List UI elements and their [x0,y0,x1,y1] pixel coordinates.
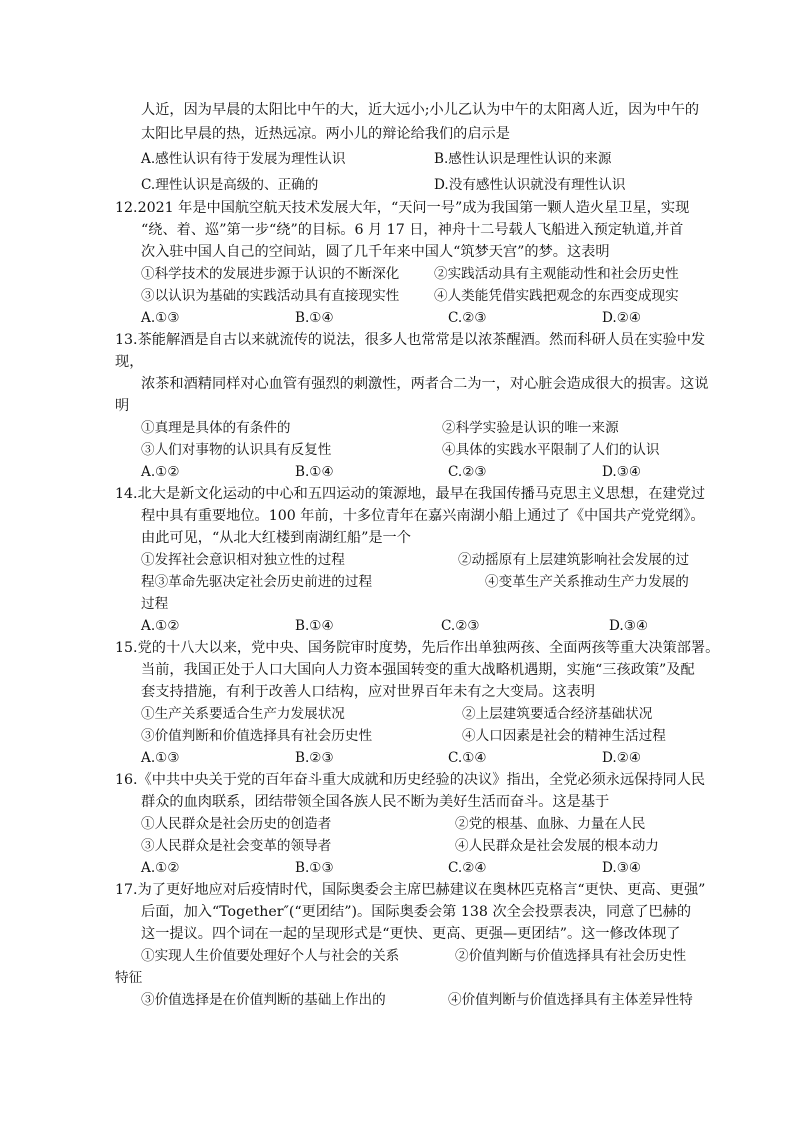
question-15-choice-d: D.②④ [602,750,642,766]
question-15-choice-a: A.①③ [141,750,180,766]
question-13-stem-line: 浓茶和酒精同样对心血管有强烈的刺激性，两者合二为一，对心脏会造成很大的损害。这说 [141,376,709,392]
question-15-choice-b: B.②③ [295,750,334,766]
question-12-option-1: ①科学技术的发展进步源于认识的不断深化 [141,266,400,282]
question-17-stem-line: 这一提议。四个词在一起的呈现形式是“更快、更高、更强—更团结”。这一修改体现了 [141,926,681,942]
question-15-option-4: ④人口因素是社会的精神生活过程 [462,728,666,744]
question-12-choice-b: B.①④ [295,310,334,326]
question-12-stem-line: 12.2021 年是中国航空航天技术发展大年，“天问一号”成为我国第一颗人造火星卫星，实现 [115,200,690,216]
question-14-option-1: ①发挥社会意识相对独立性的过程 [141,552,345,568]
question-11-choice-d: D.没有感性认识就没有理性认识 [434,177,626,193]
question-13-stem-line: 现， [115,354,144,370]
question-12-choice-c: C.②③ [448,310,487,326]
question-14-choice-c: C.②③ [441,618,480,634]
question-11-choice-c: C.理性认识是高级的、正确的 [141,177,319,193]
question-17-option-wrap: 特征 [115,970,143,986]
question-14-stem-line: 程中具有重要地位。100 年前，十多位青年在嘉兴南湖小船上通过了《中国共产党党纲》。 [141,508,705,524]
question-16-stem-line: 群众的血肉联系，团结带领全国各族人民不断为美好生活而奋斗。这是基于 [141,794,610,810]
question-13-option-3: ③人们对事物的认识具有反复性 [141,442,332,458]
question-15-option-3: ③价值判断和价值选择具有社会历史性 [141,728,373,744]
question-12-option-3: ③以认识为基础的实践活动具有直接现实性 [141,288,400,304]
question-16-option-2: ②党的根基、血脉、力量在人民 [455,816,646,832]
question-12-option-2: ②实践活动具有主观能动性和社会历史性 [434,266,679,282]
question-11-choice-a: A.感性认识有待于发展为理性认识 [141,151,346,167]
question-14-choice-b: B.①④ [295,618,334,634]
question-15-option-2: ②上层建筑要适合经济基础状况 [462,706,653,722]
question-17-option-3: ③价值选择是在价值判断的基础上作出的 [141,992,386,1008]
question-16-choice-b: B.①③ [295,860,334,876]
question-14-option-2: ②动摇原有上层建筑影响社会发展的过 [458,552,690,568]
question-13-stem-line: 13.茶能解酒是自古以来就流传的说法，很多人也常常是以浓茶醒酒。然而科研人员在实验中发 [115,332,706,348]
question-17-option-1: ①实现人生价值要处理好个人与社会的关系 [141,948,400,964]
question-13-choice-d: D.③④ [602,464,642,480]
question-14-stem-line: 由此可见，“从北大红楼到南湖红船”是一个 [141,530,411,546]
question-13-choice-a: A.①② [141,464,180,480]
question-15-stem-line: 15.党的十八大以来，党中央、国务院审时度势，先后作出单独两孩、全面两孩等重大决策部署。 [115,640,720,656]
question-15-stem-line: 当前，我国正处于人口大国向人力资本强国转变的重大战略机遇期，实施“三孩政策”及配 [141,662,695,678]
question-11-stem-line: 人近，因为早晨的太阳比中午的大，近大远小;小儿乙认为中午的太阳离人近，因为中午的 [141,102,700,118]
question-14-option-3: 程③革命先驱决定社会历史前进的过程 [141,574,373,590]
question-17-stem-line: 17.为了更好地应对后疫情时代，国际奥委会主席巴赫建议在奥林匹克格言“更快、更高、更强” [115,882,706,898]
question-13-option-1: ①真理是具体的有条件的 [141,420,291,436]
question-14-option-wrap: 过程 [141,596,169,612]
question-14-stem-line: 14.北大是新文化运动的中心和五四运动的策源地，最早在我国传播马克思主义思想，在建党过 [115,486,706,502]
question-12-stem-line: “绕、着、巡”第一步“绕”的目标。6 月 17 日，神舟十二号载人飞船进入预定轨道,并首 [141,222,684,238]
question-16-choice-d: D.③④ [602,860,642,876]
question-13-choice-c: C.②③ [448,464,487,480]
question-12-stem-line: 次入驻中国人自己的空间站，圆了几千年来中国人“筑梦天宫”的梦。这表明 [141,244,610,260]
question-12-option-4: ④人类能凭借实践把观念的东西变成现实 [434,288,679,304]
question-16-option-3: ③人民群众是社会变革的领导者 [141,838,332,854]
question-11-stem-line: 太阳比早晨的热，近热远凉。两小儿的辩论给我们的启示是 [141,126,510,142]
question-16-choice-a: A.①② [141,860,180,876]
question-17-option-2: ②价值判断与价值选择具有社会历史性 [455,948,687,964]
question-13-choice-b: B.①④ [295,464,334,480]
question-16-option-4: ④人民群众是社会发展的根本动力 [455,838,659,854]
question-15-choice-c: C.①④ [448,750,487,766]
question-14-option-4: ④变革生产关系推动生产力发展的 [485,574,689,590]
question-14-choice-d: D.③④ [609,618,649,634]
question-11-choice-b: B.感性认识是理性认识的来源 [434,151,612,167]
question-16-choice-c: C.②④ [448,860,487,876]
question-15-stem-line: 套支持措施，有利于改善人口结构，应对世界百年未有之大变局。这表明 [141,684,596,700]
question-17-option-4: ④价值判断与价值选择具有主体差异性特 [448,992,693,1008]
question-16-stem-line: 16.《中共中央关于党的百年奋斗重大成就和历史经验的决议》指出，全党必须永远保持同人民 [115,772,706,788]
question-16-option-1: ①人民群众是社会历史的创造者 [141,816,332,832]
question-13-stem-line: 明 [115,398,130,414]
question-15-option-1: ①生产关系要适合生产力发展状况 [141,706,345,722]
question-12-choice-a: A.①③ [141,310,180,326]
question-14-choice-a: A.①② [141,618,180,634]
question-12-choice-d: D.②④ [602,310,642,326]
question-13-option-2: ②科学实验是认识的唯一来源 [442,420,619,436]
question-17-stem-line: 后面，加入“Together″(“更团结”)。国际奥委会第 138 次全会投票表决，同意了巴赫的 [141,904,692,920]
question-13-option-4: ④具体的实践水平限制了人们的认识 [442,442,660,458]
